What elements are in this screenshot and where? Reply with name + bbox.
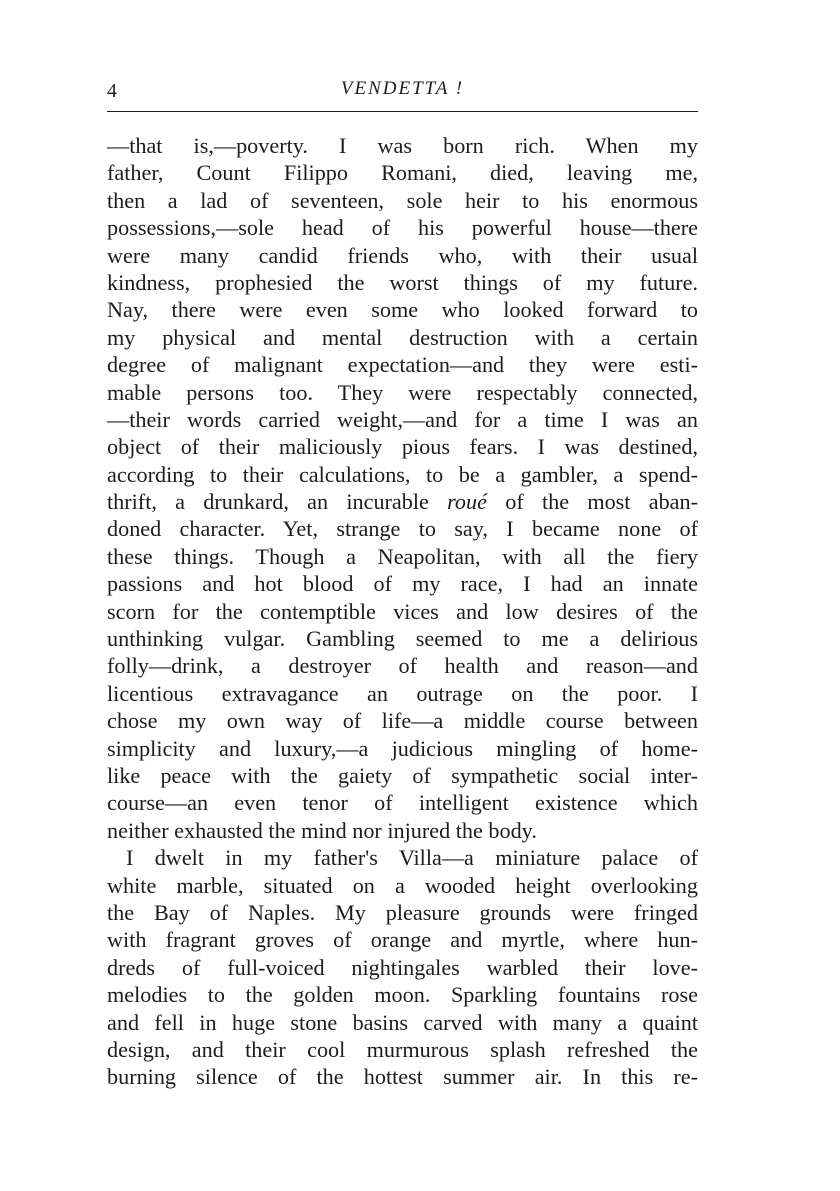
text-line: object of their maliciously pious fears. I was destined, [107,434,698,460]
text-line: I dwelt in my father's Villa—a miniature palace of [126,845,698,871]
header-rule [107,111,698,112]
text-line: folly—drink, a destroyer of health and reason—and [107,653,698,679]
text-line: —that is,—poverty. I was born rich. When my [107,133,698,158]
text-line: the Bay of Naples. My pleasure grounds were fringed [107,899,698,925]
text-line: burning silence of the hottest summer air. In this re- [107,1064,698,1090]
text-line: simplicity and luxury,—a judicious mingling of home- [107,735,698,761]
text-line [107,488,698,515]
italic-word: roué [447,489,487,515]
text-line: my physical and mental destruction with a certain [107,324,698,350]
text-segment: of the most aban- [486,489,698,515]
book-page [107,74,698,1090]
body-text [107,132,698,1091]
text-line: dreds of full-voiced nightingales warbled their love- [107,954,698,980]
running-head [107,74,698,106]
text-line: licentious extravagance an outrage on the poor. I [107,680,698,706]
text-line: neither exhausted the mind nor injured the body. [107,817,537,843]
text-line: white marble, situated on a wooded height overlooking [107,872,698,898]
text-line: father, Count Filippo Romani, died, leaving me, [107,160,698,186]
text-line: Nay, there were even some who looked forward to [107,297,698,323]
text-line: chose my own way of life—a middle course between [107,708,698,734]
text-line: were many candid friends who, with their usual [107,242,698,268]
text-line: degree of malignant expectation—and they were esti- [107,352,698,378]
page-number: 4 [107,80,117,102]
text-line: design, and their cool murmurous splash refreshed the [107,1036,698,1062]
text-line: like peace with the gaiety of sympathetic social inter- [107,762,698,788]
text-line: scorn for the contemptible vices and low desires of the [107,598,698,624]
text-line: kindness, prophesied the worst things of my future. [107,269,698,295]
text-line: passions and hot blood of my race, I had an innate [107,571,698,597]
text-line: and fell in huge stone basins carved with many a quaint [107,1009,698,1035]
text-line: —their words carried weight,—and for a time I was an [107,406,698,432]
text-line: course—an even tenor of intelligent existence which [107,790,698,816]
text-line: doned character. Yet, strange to say, I became none of [107,516,698,542]
text-line: unthinking vulgar. Gambling seemed to me a delirious [107,626,698,652]
text-line: possessions,—sole head of his powerful house—there [107,215,698,241]
text-line: then a lad of seventeen, sole heir to his enormous [107,187,698,213]
text-line: according to their calculations, to be a gambler, a spend- [107,461,698,487]
text-line: melodies to the golden moon. Sparkling fountains rose [107,982,698,1008]
text-line: these things. Though a Neapolitan, with all the fiery [107,543,698,569]
running-title: VENDETTA ! [340,78,465,99]
text-line: mable persons too. They were respectably connected, [107,379,698,405]
text-segment: thrift, a drunkard, an incurable [107,489,448,515]
text-line: with fragrant groves of orange and myrtle, where hun- [107,927,698,953]
